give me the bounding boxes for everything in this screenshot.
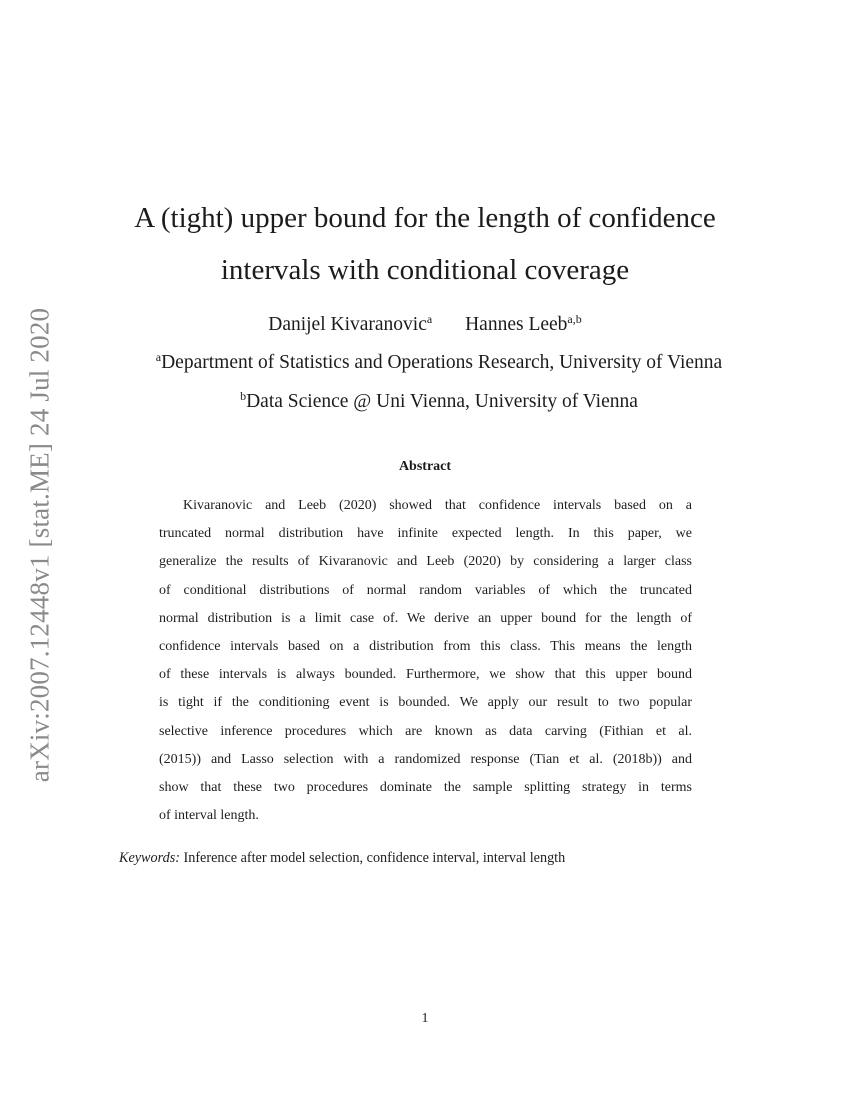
author-list: [0, 314, 850, 336]
affiliation-mark: a: [426, 312, 433, 326]
affiliation-text: Department of Statistics and Operations Research, University of Vienna: [161, 352, 723, 373]
abstract-line: selective inference procedures which are known as data carving (Fithian et al.: [159, 723, 692, 739]
keywords-text: Inference after model selection, confidence interval, interval length: [183, 850, 566, 866]
keywords: [119, 850, 565, 867]
author-name: Hannes Leeb: [465, 314, 568, 335]
abstract-line: normal distribution is a limit case of. We derive an upper bound for the length of: [159, 610, 692, 626]
affiliation-b: [14, 391, 850, 413]
abstract-line: confidence intervals based on a distribution from this class. This means the length: [159, 638, 692, 654]
author-2: [465, 314, 582, 336]
abstract-line: (2015)) and Lasso selection with a randomized response (Tian et al. (2018b)) and: [159, 751, 692, 767]
title-line-2: intervals with conditional coverage: [220, 254, 630, 286]
title-line-1: A (tight) upper bound for the length of confidence: [134, 202, 716, 234]
affiliation-mark: b: [240, 389, 247, 403]
abstract-line: truncated normal distribution have infinite expected length. In this paper, we: [159, 526, 692, 542]
abstract-line: is tight if the conditioning event is bounded. We apply our result to two popular: [159, 695, 692, 711]
keywords-label: Keywords:: [119, 850, 180, 866]
affiliation-mark: a: [155, 350, 162, 364]
abstract-line: of interval length.: [159, 808, 259, 824]
abstract-line: Kivaranovic and Leeb (2020) showed that confidence intervals based on a: [183, 498, 692, 513]
abstract-line: generalize the results of Kivaranovic and Leeb (2020) by considering a larger class: [159, 554, 692, 570]
page-number: 1: [421, 1011, 429, 1026]
affiliation-a: [14, 352, 850, 374]
affiliation-mark: a,b: [567, 312, 582, 326]
author-name: Danijel Kivaranovic: [268, 314, 427, 335]
affiliation-text: Data Science @ Uni Vienna, University of Vienna: [246, 391, 638, 412]
abstract-line: show that these two procedures dominate the sample splitting strategy in terms: [159, 779, 692, 795]
abstract-body: [159, 492, 692, 830]
arxiv-identifier-stamp: arXiv:2007.12448v1 [stat.ME] 24 Jul 2020: [24, 307, 55, 783]
abstract-line: of these intervals is always bounded. Furthermore, we show that this upper bound: [159, 667, 692, 683]
author-1: [268, 314, 432, 336]
abstract-heading: Abstract: [398, 459, 452, 474]
abstract-line: of conditional distributions of normal random variables of which the truncated: [159, 582, 692, 598]
paper-title: [0, 192, 850, 296]
